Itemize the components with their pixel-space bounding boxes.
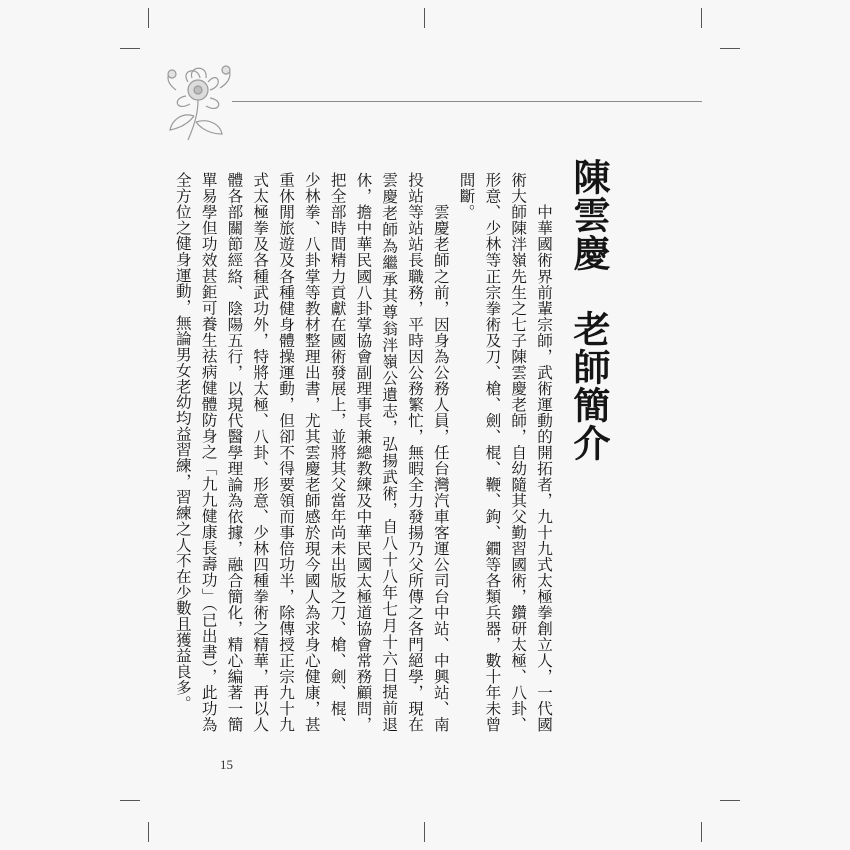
crop-mark (120, 48, 140, 49)
peony-flower-ornament-icon (158, 60, 238, 146)
crop-mark (148, 8, 149, 28)
crop-mark (148, 822, 149, 842)
crop-mark (701, 822, 702, 842)
paragraph: 雲慶老師之前，因身為公務人員，任台灣汽車客運公司台中站、中興站、南投站等站站長職務，平時因公務繁忙，無暇全力發揚乃父所傳之各門絕學，現在雲慶老師為繼承其尊翁泮嶺公遺志，弘揚武術，自八十八年七月十六日提前退休，擔中華民國八卦掌協會副理事長兼總教練及中華民國太極道協會常務顧問，把全部時間精力貢獻在國術發展上，並將其父當年尚未出版之刀、槍、劍、棍、少林拳、八卦掌等教材整理出書，尤其雲慶老師感於現今國人為求身心健康，甚重休閒旅遊及各種健身體操運動，但卻不得要領而事倍功半，除傳授正宗九十九式太極拳及各種武功外，特將太極、八卦、形意、少林四種拳術之精華，再以人體各部關節經絡、陰陽五行，以現代醫學理論為依據，融合簡化，精心編著一簡單易學但功效甚鉅可養生祛病健體防身之「九九健康長壽功」（已出書），此功為全方位之健身運動，無論男女老幼均益習練，習練之人不在少數且獲益良多。 (173, 172, 450, 732)
crop-mark (720, 800, 740, 801)
crop-mark (120, 800, 140, 801)
crop-mark (424, 8, 425, 28)
crop-mark (701, 8, 702, 28)
header-rule (232, 101, 702, 102)
article-body (173, 172, 556, 732)
page-number: 15 (220, 757, 233, 772)
paragraph: 中華國術界前輩宗師，武術運動的開拓者，九十九式太極拳創立人，一代國術大師陳泮嶺先生之七子陳雲慶老師，自幼隨其父勤習國術，鑽研太極、八卦、形意、少林等正宗拳術及刀、槍、劍、棍、鞭、鉤、鐗等各類兵器，數十年未曾間斷。 (457, 172, 553, 732)
crop-mark (424, 822, 425, 842)
crop-mark (720, 48, 740, 49)
article-title: 陳雲慶 老師簡介 (567, 158, 611, 462)
